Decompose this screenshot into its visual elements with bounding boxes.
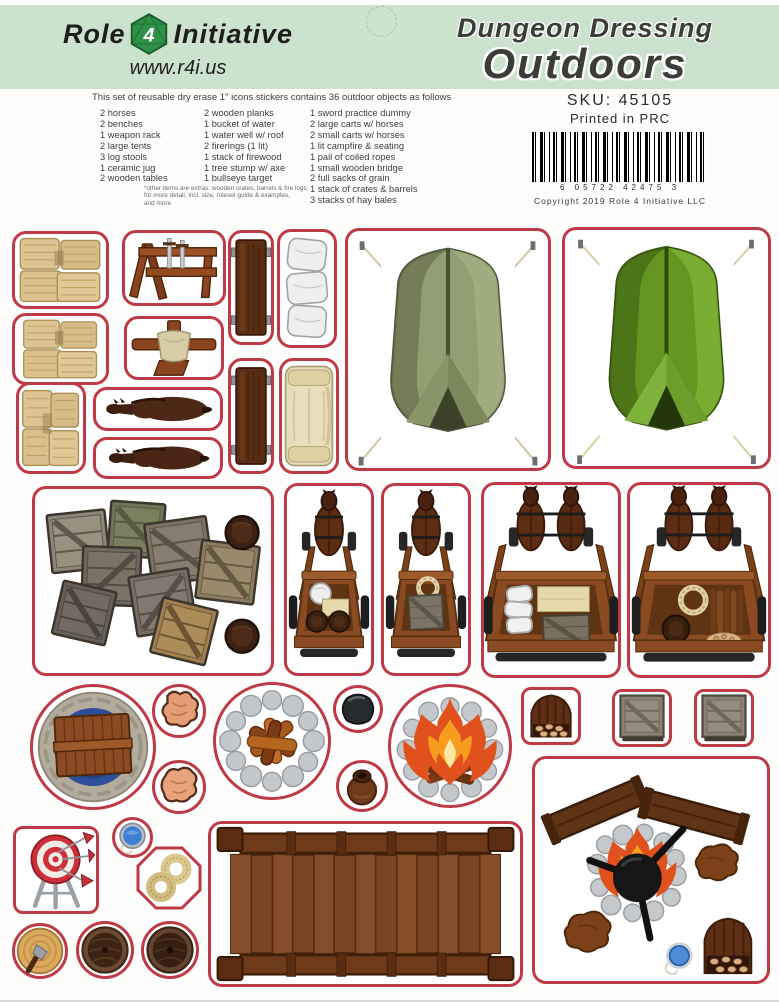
sticker-grain-sack-1 — [152, 684, 206, 738]
sticker-crate-single-1 — [612, 689, 672, 747]
sticker-large-cart-2 — [627, 482, 771, 678]
sticker-weapon-rack — [122, 230, 226, 306]
sticker-small-cart-2 — [381, 483, 471, 676]
sticker-white-sacks — [277, 229, 337, 348]
tent-topdown-icon — [348, 231, 548, 468]
d20-die-icon — [129, 13, 169, 55]
list-item: 2 benches — [100, 118, 143, 129]
sticker-large-tent-sage — [345, 228, 551, 471]
firering-unlit-icon — [216, 685, 328, 797]
sticker-horse-2 — [93, 437, 223, 479]
site-url: www.r4i.us — [129, 57, 227, 79]
grain-sack-icon — [155, 763, 203, 811]
bedroll-icon — [282, 361, 336, 471]
coiled-ropes-icon — [136, 846, 202, 910]
sticker-hay-bales-1 — [12, 231, 109, 309]
list-item: 2 wooden planks — [204, 108, 274, 118]
list-item: 1 weapon rack — [100, 129, 161, 140]
small-cart-horse-icon — [384, 486, 468, 673]
sticker-bullseye-target — [13, 826, 99, 914]
sticker-campfire-lit — [388, 684, 512, 808]
wooden-bridge-icon — [211, 824, 520, 984]
list-item: 2 wooden tables — [100, 173, 168, 184]
list-item: 2 firerings (1 lit) — [204, 140, 269, 151]
large-cart-horses-icon — [630, 485, 768, 675]
sku-number: SKU: 45105 — [566, 92, 674, 109]
list-item: 1 tree stump w/ axe — [204, 162, 286, 173]
brand-left-text: Role — [62, 18, 126, 49]
list-item: 1 bucket of water — [204, 118, 275, 129]
list-item: 2 small carts w/ horses — [310, 129, 405, 140]
sticker-campfire-scene — [532, 756, 770, 984]
barcode — [532, 132, 708, 182]
barrel-top-icon — [144, 924, 196, 976]
cooking-pot-icon — [336, 688, 380, 730]
grain-sack-icon — [155, 687, 203, 735]
list-item: 3 stacks of hay bales — [310, 195, 397, 206]
campfire-seating-icon — [535, 759, 767, 981]
copyright: Copyright 2019 Role 4 Initiative LLC — [533, 196, 707, 206]
sticker-large-tent-green — [562, 227, 771, 469]
contents-list — [86, 92, 496, 207]
list-item: 3 log stools — [100, 151, 148, 162]
hang-hole-marker — [366, 6, 397, 37]
practice-dummy-icon — [127, 319, 221, 377]
printed-in: Printed in PRC — [570, 111, 670, 126]
large-cart-horses-icon — [484, 485, 618, 675]
horse-topdown-icon — [96, 390, 220, 428]
brand-logo — [58, 13, 298, 80]
sticker-barrel-top-1 — [76, 921, 134, 979]
intro-line: This set of reusable dry erase 1" icons stickers contains 36 outdoor objects as follows — [92, 92, 452, 103]
wooden-plank-icon — [231, 361, 271, 471]
list-item: 2 horses — [100, 108, 136, 118]
sticker-tree-stump-axe — [12, 923, 68, 979]
crates-stack-icon — [35, 489, 271, 673]
sticker-crates-stack — [32, 486, 274, 676]
sticker-wooden-plank-2 — [228, 358, 274, 474]
sticker-coiled-ropes — [136, 846, 202, 910]
hay-bales-icon — [19, 385, 83, 471]
barcode-digits: 6 05722 42475 3 — [559, 183, 681, 192]
crate-icon — [615, 692, 669, 744]
footnote: *other items are extras: wooden crates, barrels & fire logs; for more detail, incl. size, ruleset guide & examples, and more — [144, 185, 309, 207]
sticker-water-well — [30, 684, 156, 810]
tree-stump-axe-icon — [15, 926, 65, 976]
sticker-grain-sack-2 — [152, 760, 206, 814]
list-item: 1 bullseye target — [204, 173, 273, 184]
weapon-rack-icon — [125, 233, 223, 303]
product-title: Dungeon Dressing — [456, 13, 714, 43]
list-item: 2 large tents — [100, 140, 152, 151]
list-item: 2 full sacks of grain — [310, 173, 390, 184]
water-well-icon — [33, 687, 153, 807]
brand-right-text: Initiative — [173, 18, 294, 49]
hay-bales-icon — [15, 234, 106, 306]
sticker-practice-dummy — [124, 316, 224, 380]
wooden-plank-icon — [231, 233, 271, 342]
sticker-hay-bales-2 — [12, 313, 109, 385]
firewood-stack-icon — [524, 690, 578, 742]
sticker-ceramic-jug — [336, 760, 388, 812]
die-number: 4 — [143, 24, 155, 47]
sku-block — [500, 92, 740, 206]
list-item: 2 large carts w/ horses — [310, 118, 404, 129]
sticker-firewood-stack — [521, 687, 581, 745]
small-cart-horse-icon — [287, 486, 371, 673]
sticker-large-cart-1 — [481, 482, 621, 678]
barrel-top-icon — [79, 924, 131, 976]
sticker-barrel-top-2 — [141, 921, 199, 979]
horse-topdown-icon — [96, 440, 220, 476]
ceramic-jug-icon — [339, 763, 385, 809]
list-item: 1 small wooden bridge — [310, 162, 404, 173]
list-item: 1 ceramic jug — [100, 162, 156, 173]
list-item: 1 water well w/ roof — [204, 129, 284, 140]
sticker-wooden-bridge — [208, 821, 523, 987]
item-list-col1 — [100, 108, 168, 184]
crate-icon — [697, 692, 751, 744]
sticker-hay-bales-3 — [16, 382, 86, 474]
list-item: 1 pail of coiled ropes — [310, 151, 396, 162]
hay-bales-icon — [15, 316, 106, 382]
sticker-crate-single-2 — [694, 689, 754, 747]
item-list-col2 — [204, 108, 285, 184]
list-item: 1 stack of firewood — [204, 151, 282, 162]
sticker-wooden-plank-1 — [228, 230, 274, 345]
tent-topdown-icon — [565, 230, 768, 466]
sticker-bedroll — [279, 358, 339, 474]
bullseye-target-icon — [16, 829, 96, 911]
list-item: 1 lit campfire & seating — [310, 140, 405, 151]
sticker-small-cart-1 — [284, 483, 374, 676]
sticker-horse-1 — [93, 387, 223, 431]
product-title-block — [420, 13, 750, 88]
sticker-firering-unlit — [213, 682, 331, 800]
list-item: 1 stack of crates & barrels — [310, 184, 418, 195]
list-item: 1 sword practice dummy — [310, 108, 411, 118]
sticker-black-pot — [333, 685, 383, 733]
product-subtitle: Outdoors — [482, 40, 688, 87]
campfire-lit-icon — [391, 687, 509, 805]
grain-sacks-white-icon — [280, 232, 334, 345]
